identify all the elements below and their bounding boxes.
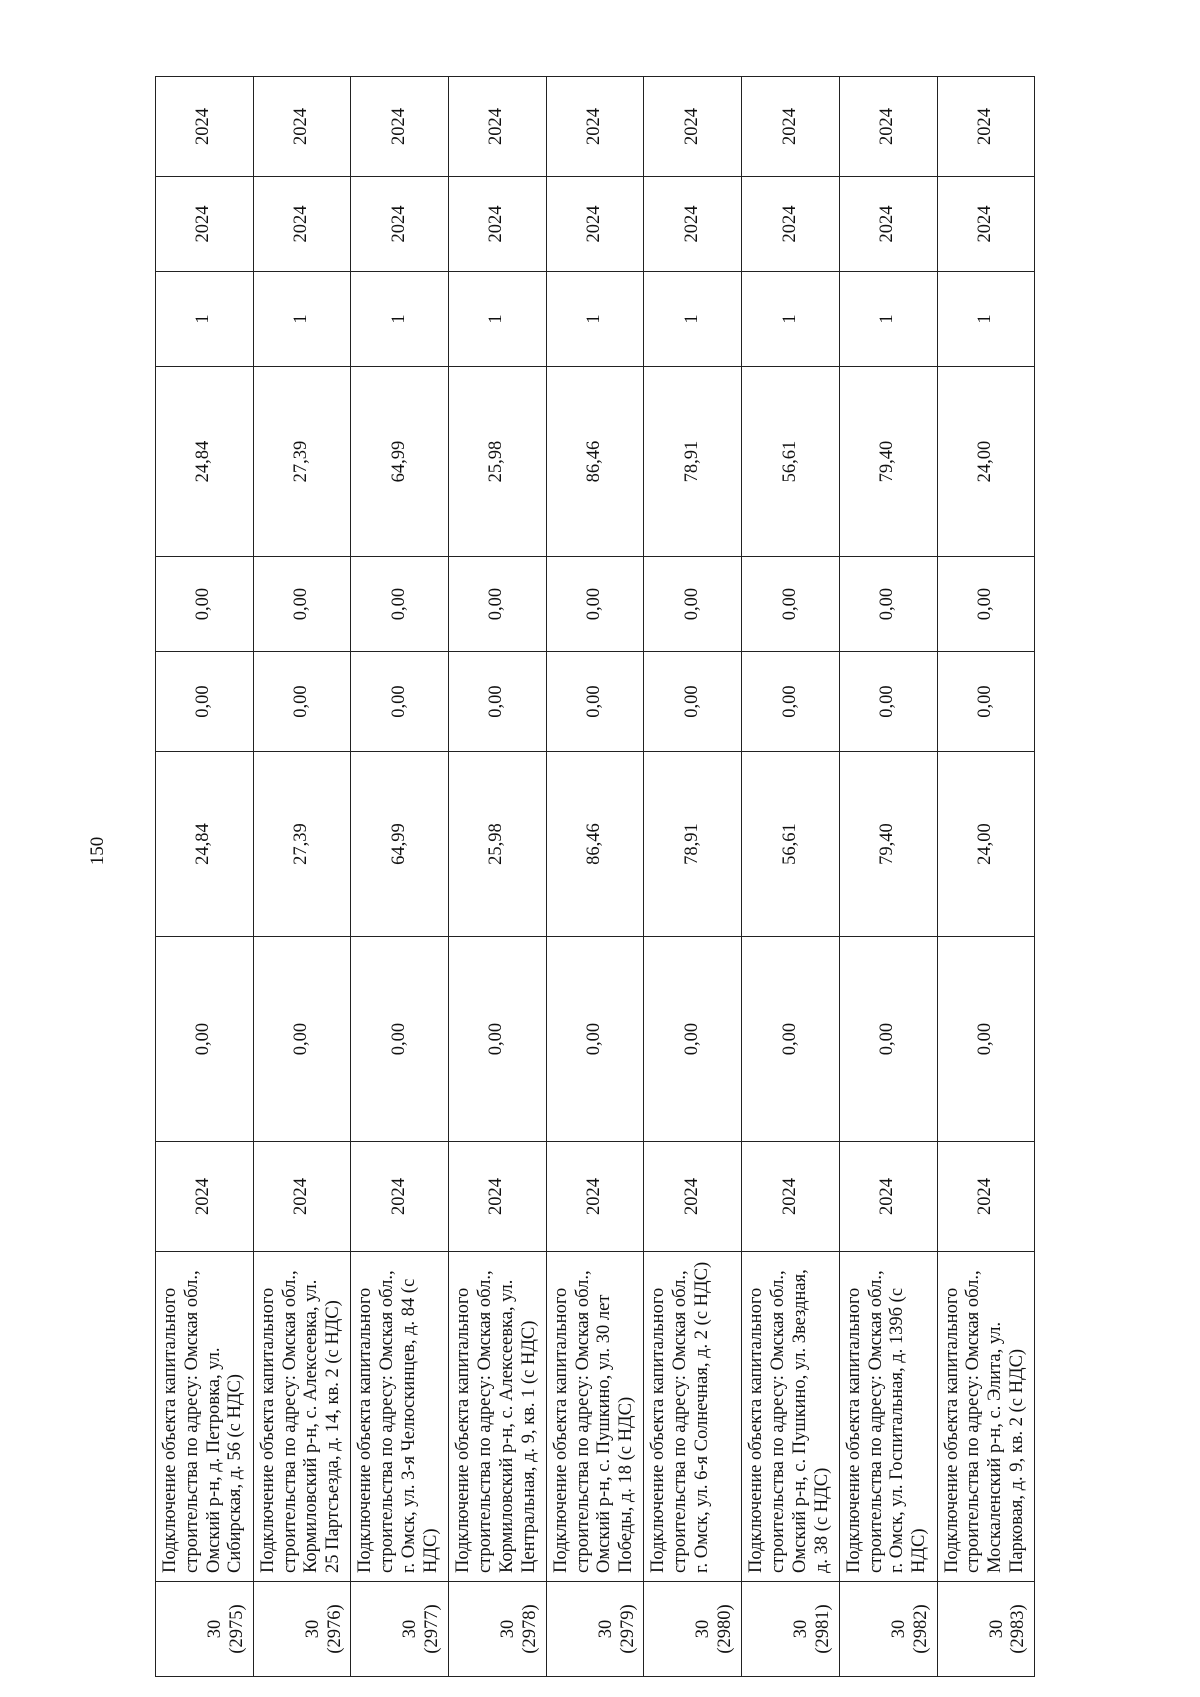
year-cell: 2024 xyxy=(742,177,840,272)
start-year: 2024 xyxy=(156,1142,254,1252)
year-cell: 2024 xyxy=(644,77,742,177)
value-cell: 0,00 xyxy=(937,652,1035,752)
value-cell: 0,00 xyxy=(449,652,547,752)
start-year: 2024 xyxy=(644,1142,742,1252)
value-cell: 0,00 xyxy=(839,652,937,752)
year-cell: 2024 xyxy=(546,177,644,272)
value-cell: 25,98 xyxy=(449,367,547,557)
row-id: 30 (2975) xyxy=(156,1582,254,1677)
year-cell: 2024 xyxy=(351,177,449,272)
year-cell: 2024 xyxy=(156,177,254,272)
object-name: Подключение объекта капитального строительства по адресу: Омская обл., г. Омск, ул. Госпитальная, д. 139б (с НДС) xyxy=(839,1252,937,1582)
year-cell: 2024 xyxy=(644,177,742,272)
value-cell: 79,40 xyxy=(839,367,937,557)
object-name: Подключение объекта капитального строительства по адресу: Омская обл., Кормиловский р-н, с. Алексеевка, ул. 25 Партсъезда, д. 14, кв. 2 (с НДС) xyxy=(253,1252,351,1582)
start-year: 2024 xyxy=(546,1142,644,1252)
value-cell: 0,00 xyxy=(546,652,644,752)
row-id: 30 (2980) xyxy=(644,1582,742,1677)
year-cell: 2024 xyxy=(253,177,351,272)
value-cell: 0,00 xyxy=(351,652,449,752)
start-year: 2024 xyxy=(937,1142,1035,1252)
object-name: Подключение объекта капитального строительства по адресу: Омская обл., Москаленский р-н, с. Элита, ул. Парковая, д. 9, кв. 2 (с НДС) xyxy=(937,1252,1035,1582)
value-cell: 0,00 xyxy=(742,557,840,652)
value-cell: 0,00 xyxy=(742,652,840,752)
value-cell: 0,00 xyxy=(449,557,547,652)
quantity-cell: 1 xyxy=(351,272,449,367)
year-cell: 2024 xyxy=(253,77,351,177)
value-cell: 0,00 xyxy=(351,937,449,1142)
value-cell: 0,00 xyxy=(839,557,937,652)
value-cell: 56,61 xyxy=(742,367,840,557)
value-cell: 0,00 xyxy=(449,937,547,1142)
object-name: Подключение объекта капитального строительства по адресу: Омская обл., г. Омск, ул. 3-я Челюскинцев, д. 84 (с НДС) xyxy=(351,1252,449,1582)
row-id: 30 (2976) xyxy=(253,1582,351,1677)
quantity-cell: 1 xyxy=(546,272,644,367)
value-cell: 64,99 xyxy=(351,752,449,937)
table-row xyxy=(742,77,840,1677)
year-cell: 2024 xyxy=(449,177,547,272)
value-cell: 0,00 xyxy=(156,652,254,752)
value-cell: 86,46 xyxy=(546,752,644,937)
page-number: 150 xyxy=(87,836,108,866)
value-cell: 27,39 xyxy=(253,367,351,557)
value-cell: 0,00 xyxy=(644,652,742,752)
value-cell: 64,99 xyxy=(351,367,449,557)
value-cell: 0,00 xyxy=(253,557,351,652)
table-row xyxy=(546,77,644,1677)
year-cell: 2024 xyxy=(449,77,547,177)
value-cell: 79,40 xyxy=(839,752,937,937)
row-id: 30 (2983) xyxy=(937,1582,1035,1677)
quantity-cell: 1 xyxy=(644,272,742,367)
row-id: 30 (2981) xyxy=(742,1582,840,1677)
quantity-cell: 1 xyxy=(839,272,937,367)
year-cell: 2024 xyxy=(351,77,449,177)
value-cell: 24,84 xyxy=(156,367,254,557)
value-cell: 25,98 xyxy=(449,752,547,937)
table-row xyxy=(253,77,351,1677)
object-name: Подключение объекта капитального строительства по адресу: Омская обл., Омский р-н, д. Петровка, ул. Сибирская, д. 56 (с НДС) xyxy=(156,1252,254,1582)
table-row xyxy=(839,77,937,1677)
value-cell: 0,00 xyxy=(937,557,1035,652)
value-cell: 0,00 xyxy=(644,557,742,652)
value-cell: 0,00 xyxy=(253,652,351,752)
value-cell: 78,91 xyxy=(644,367,742,557)
year-cell: 2024 xyxy=(156,77,254,177)
start-year: 2024 xyxy=(839,1142,937,1252)
object-name: Подключение объекта капитального строительства по адресу: Омская обл., Кормиловский р-н, с. Алексеевка, ул. Центральная, д. 9, кв. 1 (с НДС) xyxy=(449,1252,547,1582)
year-cell: 2024 xyxy=(839,77,937,177)
value-cell: 0,00 xyxy=(546,557,644,652)
value-cell: 0,00 xyxy=(644,937,742,1142)
row-id: 30 (2982) xyxy=(839,1582,937,1677)
year-cell: 2024 xyxy=(546,77,644,177)
value-cell: 27,39 xyxy=(253,752,351,937)
object-name: Подключение объекта капитального строительства по адресу: Омская обл., Омский р-н, с. Пушкино, ул. Звездная, д. 38 (с НДС) xyxy=(742,1252,840,1582)
quantity-cell: 1 xyxy=(449,272,547,367)
investment-table xyxy=(155,76,1035,1677)
value-cell: 56,61 xyxy=(742,752,840,937)
row-id: 30 (2978) xyxy=(449,1582,547,1677)
value-cell: 0,00 xyxy=(546,937,644,1142)
row-id: 30 (2977) xyxy=(351,1582,449,1677)
start-year: 2024 xyxy=(742,1142,840,1252)
table-row xyxy=(351,77,449,1677)
value-cell: 0,00 xyxy=(156,937,254,1142)
table-row xyxy=(644,77,742,1677)
value-cell: 0,00 xyxy=(937,937,1035,1142)
object-name: Подключение объекта капитального строительства по адресу: Омская обл., г. Омск, ул. 6-я Солнечная, д. 2 (с НДС) xyxy=(644,1252,742,1582)
start-year: 2024 xyxy=(449,1142,547,1252)
start-year: 2024 xyxy=(253,1142,351,1252)
table-row xyxy=(937,77,1035,1677)
table-row xyxy=(449,77,547,1677)
object-name: Подключение объекта капитального строительства по адресу: Омская обл., Омский р-н, с. Пушкино, ул. 30 лет Победы, д. 18 (с НДС) xyxy=(546,1252,644,1582)
value-cell: 78,91 xyxy=(644,752,742,937)
value-cell: 0,00 xyxy=(156,557,254,652)
quantity-cell: 1 xyxy=(253,272,351,367)
quantity-cell: 1 xyxy=(742,272,840,367)
document-sheet xyxy=(155,77,1035,1677)
quantity-cell: 1 xyxy=(937,272,1035,367)
value-cell: 86,46 xyxy=(546,367,644,557)
value-cell: 24,00 xyxy=(937,752,1035,937)
value-cell: 24,00 xyxy=(937,367,1035,557)
start-year: 2024 xyxy=(351,1142,449,1252)
value-cell: 0,00 xyxy=(742,937,840,1142)
value-cell: 0,00 xyxy=(839,937,937,1142)
year-cell: 2024 xyxy=(839,177,937,272)
value-cell: 0,00 xyxy=(351,557,449,652)
row-id: 30 (2979) xyxy=(546,1582,644,1677)
value-cell: 0,00 xyxy=(253,937,351,1142)
year-cell: 2024 xyxy=(937,77,1035,177)
year-cell: 2024 xyxy=(742,77,840,177)
value-cell: 24,84 xyxy=(156,752,254,937)
year-cell: 2024 xyxy=(937,177,1035,272)
quantity-cell: 1 xyxy=(156,272,254,367)
table-row xyxy=(156,77,254,1677)
